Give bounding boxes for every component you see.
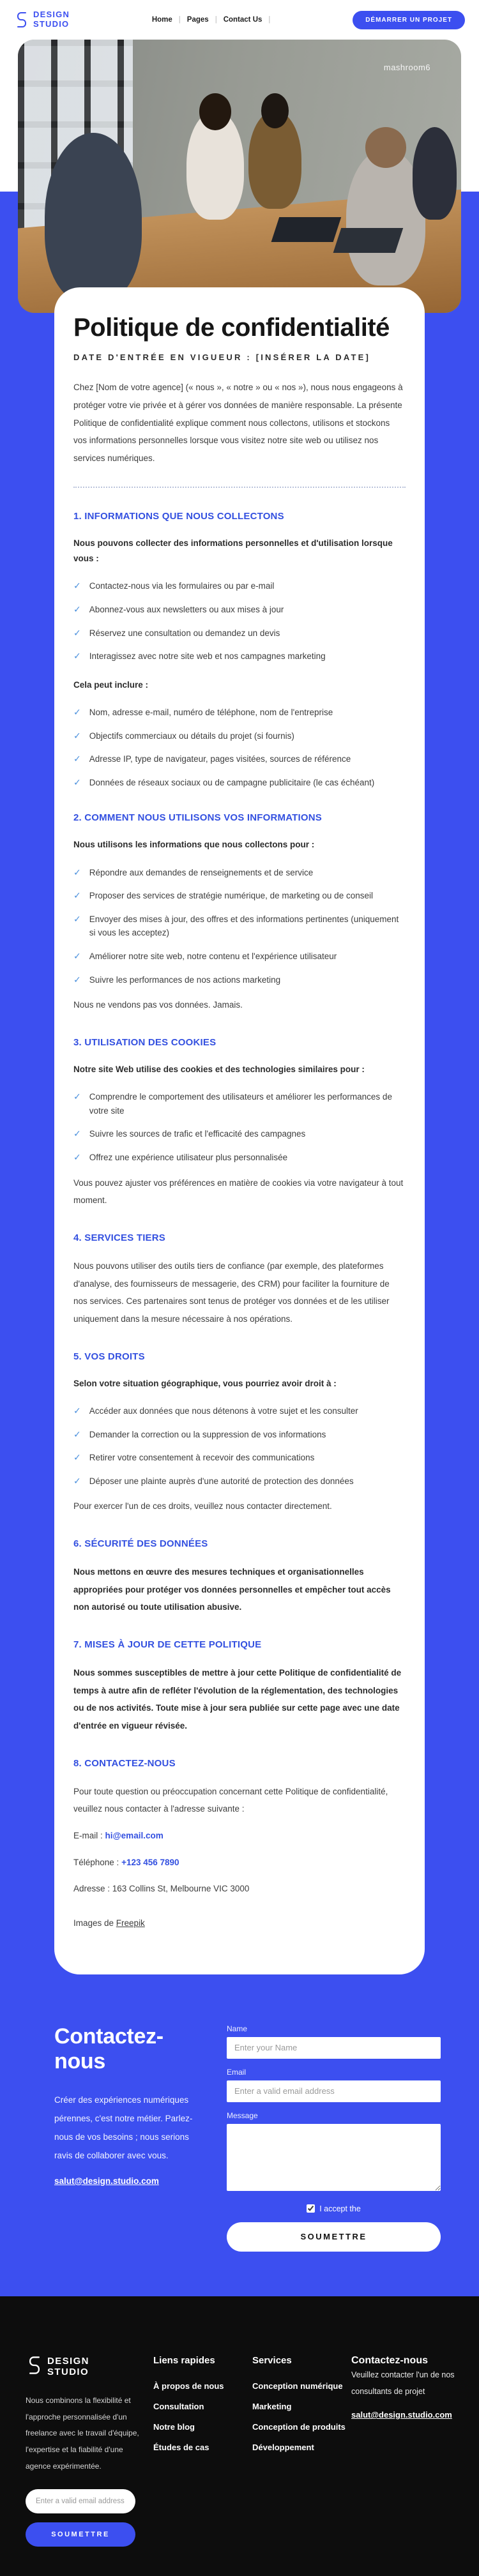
check-icon: ✓ [73,603,81,614]
policy-section [73,1538,406,1616]
check-item-text: Contactez-nous via les formulaires ou par e-mail [89,581,275,591]
check-item-text: Adresse IP, type de navigateur, pages visitées, sources de référence [89,754,351,764]
section-heading: 7. MISES À JOUR DE CETTE POLITIQUE [73,1639,262,1650]
check-list [73,706,406,789]
footer-column-heading: Services [252,2354,292,2366]
check-item-text: Suivre les performances de nos actions marketing [89,974,281,985]
section-heading: 4. SERVICES TIERS [73,1232,166,1243]
nav-separator: | [268,16,271,24]
site-footer [0,2296,479,2576]
email-label: Email [227,2067,247,2077]
section-heading: 5. VOS DROITS [73,1351,145,1362]
section-lead: Selon votre situation géographique, vous pourriez avoir droit à : [73,1378,337,1388]
name-input[interactable] [227,2037,441,2059]
blue-zone [0,287,479,2296]
check-item-text: Accéder aux données que nous détenons à votre sujet et les consulter [89,1405,358,1416]
hero-image [18,40,461,313]
check-item-text: Déposer une plainte auprès d'une autorité de protection des données [89,1476,354,1486]
accept-terms-label: I accept the [319,2204,361,2213]
section-lead: Nous utilisons les informations que nous collectons pour : [73,840,315,850]
footer-contact-heading: Contactez-nous [351,2354,428,2366]
footer-link[interactable]: Conception numérique [252,2381,343,2391]
message-label: Message [227,2110,258,2120]
footer-description: Nous combinons la flexibilité et l'approche personnalisée d'un freelance avec le travail d'équipe, l'expertise et la fiabilité d'une agence expérimentée. [26,2395,139,2471]
contact-intro-column [54,2024,227,2252]
check-icon: ✓ [73,1452,81,1463]
check-list [73,579,406,663]
check-list-item [73,1127,406,1141]
footer-logo[interactable] [26,2355,153,2379]
section-heading: 6. SÉCURITÉ DES DONNÉES [73,1538,208,1549]
check-item-text: Comprendre le comportement des utilisateurs et améliorer les performances de votre site [89,1092,392,1116]
image-credit-line: Images de Freepik [73,1918,145,1928]
check-list-item [73,649,406,663]
hero-laptop-shape [271,217,341,242]
check-icon: ✓ [73,1405,81,1416]
footer-contact-email-link[interactable]: salut@design.studio.com [351,2410,452,2420]
logo-text: DESIGN STUDIO [33,10,70,29]
check-list-item [73,1428,406,1442]
section-lead: Cela peut inclure : [73,679,149,690]
footer-link[interactable]: À propos de nous [153,2381,224,2391]
policy-intro: Chez [Nom de votre agence] (« nous », « notre » ou « nos »), nous nous engageons à protéger votre vie privée et à gérer vos données de manière responsable. La présente Politique de confidentialité explique comment nous collectons, utilisons et stockons vos informations personnelles lorsque vous visitez notre site web ou utilisez nos services numériques. [73,383,403,464]
check-icon: ✓ [73,1475,81,1486]
check-icon: ✓ [73,651,81,662]
check-list-item [73,706,406,720]
nav-separator: | [215,16,217,24]
section-heading: 1. INFORMATIONS QUE NOUS COLLECTONS [73,510,284,522]
footer-link[interactable]: Notre blog [153,2421,195,2432]
footer-contact-column [351,2355,473,2547]
check-list-item [73,579,406,593]
footer-link[interactable]: Développement [252,2442,314,2452]
check-list [73,1404,406,1488]
check-item-text: Envoyer des mises à jour, des offres et des informations pertinentes (uniquement si vous les acceptez) [89,914,399,938]
nav-separator: | [178,16,181,24]
check-icon: ✓ [73,730,81,741]
check-item-text: Données de réseaux sociaux ou de campagne publicitaire (le cas échéant) [89,777,375,787]
check-list-item [73,729,406,743]
newsletter-email-input[interactable] [26,2489,135,2513]
check-item-text: Répondre aux demandes de renseignements et de service [89,867,314,877]
check-list [73,866,406,987]
contact-text: Créer des expériences numériques pérennes, c'est notre métier. Parlez-nous de vos besoins ; nous serions ravis de collaborer avec vous. [54,2095,193,2160]
footer-column-heading: Liens rapides [153,2354,215,2366]
policy-section [73,1037,406,1209]
logo[interactable] [14,10,70,29]
hero-person-shape [248,110,301,209]
check-icon: ✓ [73,890,81,901]
check-list [73,1090,406,1164]
message-textarea[interactable] [227,2124,441,2191]
email-input[interactable] [227,2080,441,2102]
policy-section [73,1232,406,1328]
check-icon: ✓ [73,707,81,718]
section-heading: 2. COMMENT NOUS UTILISONS VOS INFORMATIONS [73,812,322,824]
contact-detail-link[interactable]: hi@email.com [105,1831,163,1841]
check-list-item [73,913,406,940]
section-paragraph: Vous pouvez ajuster vos préférences en matière de cookies via votre navigateur à tout moment. [73,1178,404,1206]
start-project-button[interactable]: DÉMARRER UN PROJET [353,11,465,29]
footer-logo-icon [26,2355,43,2379]
check-item-text: Réservez une consultation ou demandez un devis [89,628,280,638]
check-icon: ✓ [73,974,81,985]
check-icon: ✓ [73,913,81,924]
site-header [0,0,479,40]
footer-link[interactable]: Conception de produits [252,2421,346,2432]
logo-icon [14,11,29,29]
contact-detail-line: E-mail : hi@email.com [73,1831,163,1841]
check-icon: ✓ [73,754,81,764]
main-nav [152,16,271,24]
page-title: Politique de confidentialité [73,314,390,342]
section-paragraph-bold: Nous mettons en œuvre des mesures techniques et organisationnelles appropriées pour protéger vos données personnelles et empêcher tout accès non autorisé ou toute utilisation abusive. [73,1566,391,1612]
section-lead: Nous pouvons collecter des informations personnelles et d'utilisation lorsque vous : [73,538,393,564]
hero-person-shape [413,127,457,220]
accept-terms-row [227,2204,441,2213]
check-item-text: Abonnez-vous aux newsletters ou aux mises à jour [89,604,284,614]
section-heading: 8. CONTACTEZ-NOUS [73,1757,176,1769]
hero-laptop-shape [333,228,403,253]
hero-watermark: mashroom6 [383,63,430,72]
footer-contact-text: Veuillez contacter l'un de nos consultants de projet [351,2370,455,2396]
policy-section [73,511,406,790]
footer-logo-text: DESIGN STUDIO [47,2355,89,2378]
section-paragraph: Nous pouvons utiliser des outils tiers de confiance (par exemple, des plateformes d'analyse, des fournisseurs de messagerie, des CRM) pour faciliter la fourniture de nos services. Ces partenaires sont tenus de protéger vos données et de les utiliser uniquement dans la mesure nécessaire à nos opérations. [73,1261,390,1324]
check-list-item [73,1090,406,1118]
nav-item-contact-us[interactable]: Contact Us [223,16,262,24]
check-icon: ✓ [73,1091,81,1102]
hero-person-shape [186,110,244,220]
check-list-item [73,1451,406,1465]
accept-terms-checkbox[interactable] [307,2204,315,2213]
contact-detail-link[interactable]: +123 456 7890 [121,1857,179,1867]
check-icon: ✓ [73,777,81,787]
check-item-text: Suivre les sources de trafic et l'efficacité des campagnes [89,1129,306,1139]
check-icon: ✓ [73,627,81,638]
check-icon: ✓ [73,580,81,591]
hero-zone [0,40,479,313]
check-list-item [73,752,406,766]
check-icon: ✓ [73,951,81,962]
check-icon: ✓ [73,1128,81,1139]
section-lead: Notre site Web utilise des cookies et des technologies similaires pour : [73,1064,365,1074]
check-icon: ✓ [73,1152,81,1162]
footer-brand-column [26,2355,153,2547]
check-list-item [73,1404,406,1418]
check-icon: ✓ [73,867,81,877]
footer-quick-links-column [153,2355,252,2547]
check-item-text: Retirer votre consentement à recevoir des communications [89,1453,315,1463]
contact-form [227,2024,441,2252]
check-list-item [73,973,406,987]
check-list-item [73,776,406,790]
check-list-item [73,1151,406,1165]
policy-section [73,1351,406,1515]
check-icon: ✓ [73,1428,81,1439]
check-item-text: Offrez une expérience utilisateur plus personnalisée [89,1153,288,1162]
newsletter-submit-button[interactable]: SOUMETTRE [26,2522,135,2547]
nav-item-pages[interactable]: Pages [186,16,209,24]
footer-services-column [252,2355,351,2547]
section-paragraph: Adresse : 163 Collins St, Melbourne VIC 3000 [73,1884,250,1894]
policy-card [54,287,425,1974]
contact-detail-line: Téléphone : +123 456 7890 [73,1857,179,1867]
dotted-divider [73,487,406,488]
freepik-link[interactable]: Freepik [116,1918,145,1928]
check-list-item [73,626,406,640]
check-item-text: Améliorer notre site web, notre contenu et l'expérience utilisateur [89,951,337,962]
nav-item-home[interactable]: Home [151,16,172,24]
check-item-text: Demander la correction ou la suppression de vos informations [89,1429,326,1439]
contact-heading: Contactez-nous [54,2024,163,2073]
check-list-item [73,1474,406,1489]
section-paragraph: Pour exercer l'un de ces droits, veuillez nous contacter directement. [73,1501,332,1512]
policy-sections [73,511,406,1932]
check-item-text: Nom, adresse e-mail, numéro de téléphone, nom de l'entreprise [89,708,333,718]
policy-section [73,812,406,1014]
footer-link[interactable]: Études de cas [153,2442,209,2452]
hero-person-shape [45,133,142,302]
contact-section [0,1974,479,2296]
footer-link[interactable]: Consultation [153,2401,204,2411]
policy-section [73,1639,406,1735]
check-list-item [73,950,406,964]
section-heading: 3. UTILISATION DES COOKIES [73,1036,217,1048]
footer-link[interactable]: Marketing [252,2401,292,2411]
check-list-item [73,866,406,880]
section-paragraph-bold: Nous sommes susceptibles de mettre à jour cette Politique de confidentialité de temps à autre afin de refléter l'évolution de la réglementation, des technologies ou de nos activités. Toute mise à jour sera publiée sur cette page avec une date d'entrée en vigueur révisée. [73,1667,402,1731]
check-item-text: Proposer des services de stratégie numérique, de marketing ou de conseil [89,891,373,901]
section-paragraph: Pour toute question ou préoccupation concernant cette Politique de confidentialité, veuillez nous contacter à l'adresse suivante : [73,1786,388,1814]
check-item-text: Interagissez avec notre site web et nos campagnes marketing [89,651,326,662]
contact-email-link[interactable]: salut@design.studio.com [54,2176,159,2186]
check-item-text: Objectifs commerciaux ou détails du projet (si fournis) [89,731,294,741]
section-paragraph: Nous ne vendons pas vos données. Jamais. [73,1000,243,1010]
name-label: Name [227,2024,248,2033]
submit-button[interactable]: SOUMETTRE [227,2222,441,2252]
effective-date: DATE D'ENTRÉE EN VIGUEUR : [INSÉRER LA DATE] [73,352,371,363]
check-list-item [73,603,406,617]
policy-section [73,1758,406,1932]
check-list-item [73,889,406,903]
